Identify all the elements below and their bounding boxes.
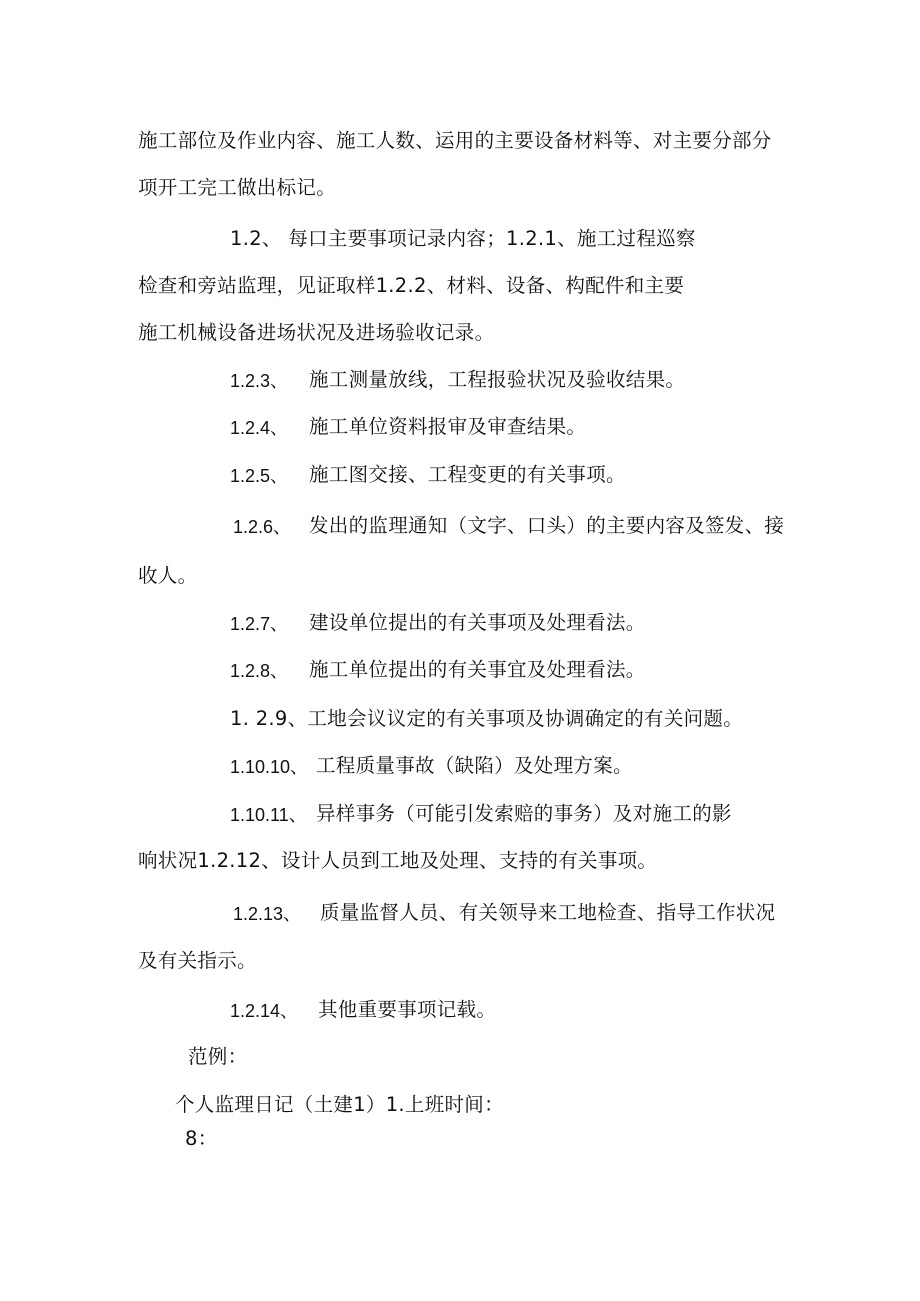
item-number: 1.2.13、 (233, 904, 302, 924)
text-line: 及有关指示。 (138, 949, 257, 972)
item-number: 1.10.11、 (230, 805, 307, 825)
item-number: 1.10.10、 (230, 757, 309, 777)
item-text: 建设单位提出的有关事项及处理看法。 (309, 611, 646, 634)
text-line: 1. 2.9、工地会议议定的有关事项及协调确定的有关问题。 (230, 707, 744, 730)
item-text: 质量监督人员、有关领导来工地检查、指导工作状况 (320, 901, 776, 924)
item-text: 施工图交接、工程变更的有关事项。 (309, 463, 626, 486)
text-line: 个人监理日记（土建1）1.上班时间： (175, 1093, 504, 1116)
item-number: 1.2.3、 (230, 371, 289, 391)
item-text: 施工单位提出的有关事宜及处理看法。 (309, 658, 646, 681)
text-line: 1.2、 每口主要事项记录内容；1.2.1、施工过程巡察 (230, 227, 696, 250)
text-line: 项开工完工做出标记。 (138, 176, 337, 199)
item-text: 工程质量事故（缺陷）及处理方案。 (316, 754, 633, 777)
item-number: 1.2.14、 (230, 1001, 299, 1021)
item-number: 1.2.8、 (230, 661, 289, 681)
example-label: 范例： (188, 1045, 248, 1068)
text-line: 施工机械设备进场状况及进场验收记录。 (138, 321, 495, 344)
item-number: 1.2.4、 (230, 418, 289, 438)
item-number: 1.2.7、 (230, 614, 289, 634)
text-line: 收人。 (138, 564, 198, 587)
text-line: 检查和旁站监理，见证取样1.2.2、材料、设备、构配件和主要 (138, 274, 685, 297)
item-text: 发出的监理通知（文字、口头）的主要内容及签发、接 (309, 514, 785, 537)
item-text: 施工测量放线，工程报验状况及验收结果。 (309, 368, 686, 391)
item-text: 施工单位资料报审及审查结果。 (309, 415, 587, 438)
item-number: 1.2.5、 (230, 466, 289, 486)
item-number: 1.2.6、 (233, 517, 292, 537)
text-line: 响状况1.2.12、设计人员到工地及处理、支持的有关事项。 (138, 849, 658, 872)
text-line: 施工部位及作业内容、施工人数、运用的主要设备材料等、对主要分部分 (138, 129, 772, 152)
item-text: 异样事务（可能引发索赔的事务）及对施工的影 (316, 802, 732, 825)
text-line: 8： (185, 1127, 218, 1150)
item-text: 其他重要事项记载。 (318, 998, 497, 1021)
